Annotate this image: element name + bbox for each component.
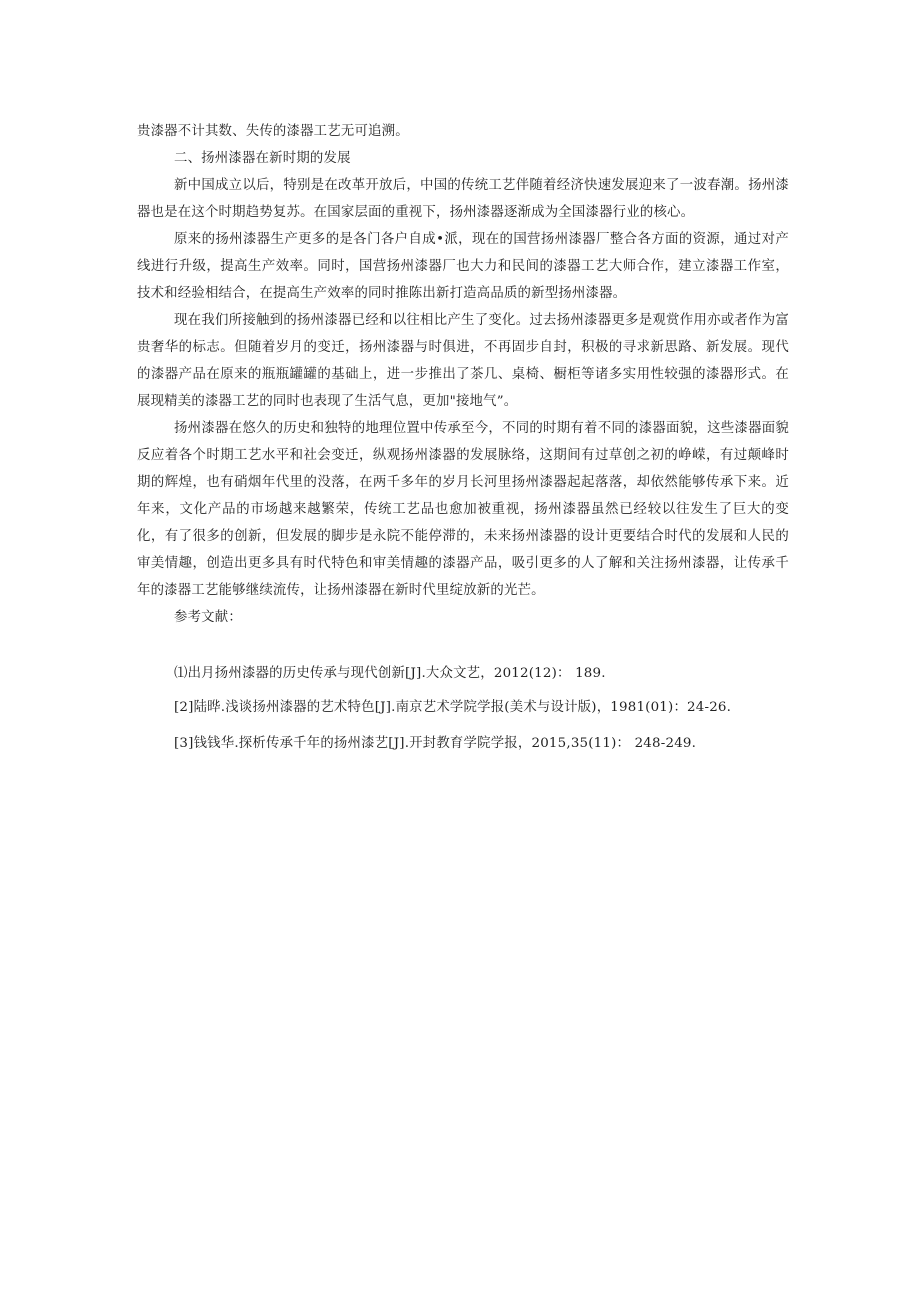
paragraph-continuation: 贵漆器不计其数、失传的漆器工艺无可追溯。 [137, 124, 409, 139]
paragraph: 扬州漆器在悠久的历史和独特的地理位置中传承至今，不同的时期有着不同的漆器面貌，这些漆器面貌反应着各个时期工艺水平和社会变迁，纵观扬州漆器的发展脉络，这期间有过草创之初的峥嵘，有过颠峰时期的辉煌，也有硝烟年代里的没落，在两千多年的岁月长河里扬州漆器起起落落，却依然能够传承下来。近年来，文化产品的市场越来越繁荣，传统工艺品也愈加被重视，扬州漆器虽然已经较以往发生了巨大的变化，有了很多的创新，但发展的脚步是永院不能停滞的，未来扬州漆器的设计更要结合时代的发展和人民的审美情趣，创造出更多具有时代特色和审美情趣的漆器产品，吸引更多的人了解和关注扬州漆器，让传承千年的漆器工艺能够继续流传，让扬州漆器在新时代里绽放新的光芒。 [137, 421, 789, 598]
paragraph: 新中国成立以后，特别是在改革开放后，中国的传统工艺伴随着经济快速发展迎来了一波春潮。扬州漆器也是在这个时期趋势复苏。在国家层面的重视下，扬州漆器逐渐成为全国漆器行业的核心。 [137, 178, 789, 220]
reference-item: [3]钱钱华.探析传承千年的扬州漆艺[J].开封教育学院学报，2015,35(11)： 248-249. [174, 736, 697, 751]
paragraph: 原来的扬州漆器生产更多的是各门各户自成•派，现在的国营扬州漆器厂整合各方面的资源，通过对产线进行升级，提高生产效率。同时，国营扬州漆器厂也大力和民间的漆器工艺大师合作，建立漆器工作室，技术和经验相结合，在提高生产效率的同时推陈出新打造高品质的新型扬州漆器。 [137, 232, 789, 301]
reference-item: [2]陆晔.浅谈扬州漆器的艺术特色[J].南京艺术学院学报(美术与设计版)，1981(01)：24-26. [174, 700, 732, 715]
body-text [137, 118, 789, 631]
reference-item: ⑴出月扬州漆器的历史传承与现代创新[J].大众文艺，2012(12)： 189. [174, 666, 606, 681]
paragraph: 现在我们所接触到的扬州漆器已经和以往相比产生了变化。过去扬州漆器更多是观赏作用亦或者作为富贵奢华的标志。但随着岁月的变迁，扬州漆器与时俱进，不再固步自封，积极的寻求新思路、新发展。现代的漆器产品在原来的瓶瓶罐罐的基础上，进一步推出了茶几、桌椅、橱柜等诸多实用性较强的漆器形式。在展现精美的漆器工艺的同时也表现了生活气息，更加"接地气”。 [137, 313, 789, 409]
section-heading: 二、扬州漆器在新时期的发展 [174, 151, 351, 166]
references-heading: 参考文献： [174, 610, 242, 625]
